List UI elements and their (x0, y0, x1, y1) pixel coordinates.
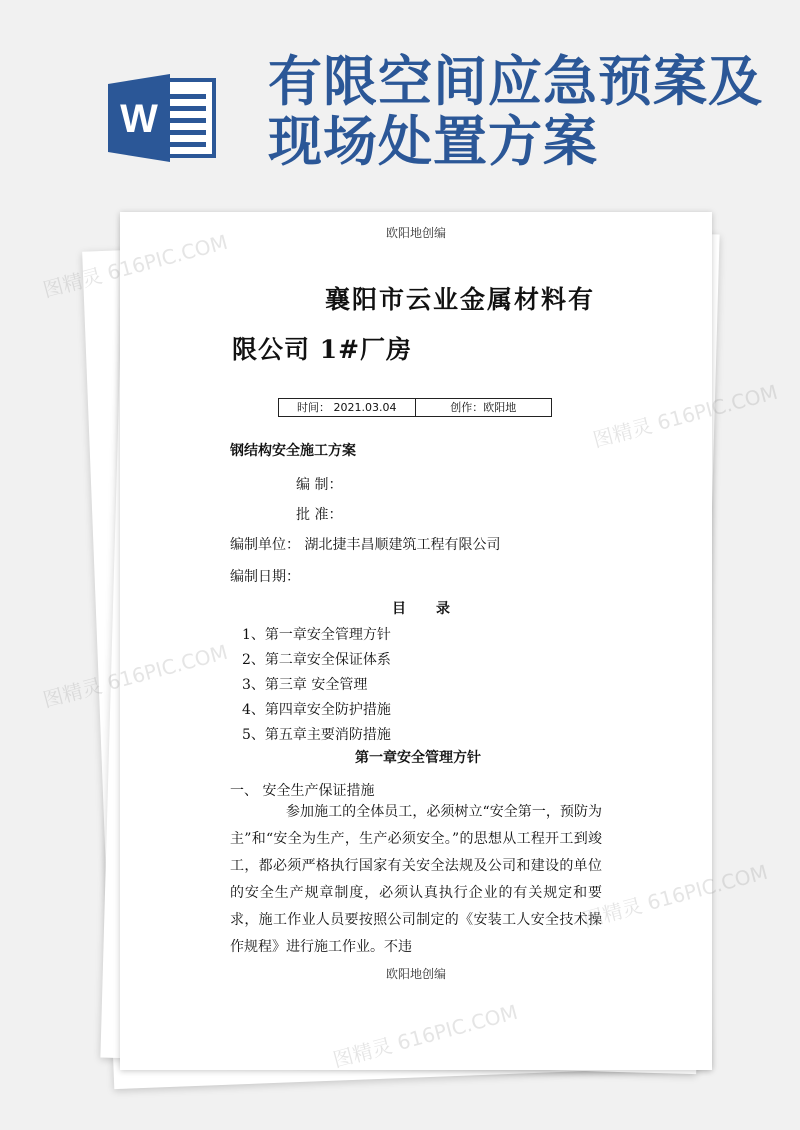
toc-item: 3、第三章 安全管理 (242, 677, 368, 693)
company-name-line2: 限公司 1#厂房 (232, 335, 413, 364)
word-logo-letter: W (120, 97, 158, 141)
page-header-note: 欧阳地创编 (385, 226, 446, 240)
document-page (120, 212, 712, 1070)
section-title: 一、 安全生产保证措施 (230, 783, 375, 799)
watermark-text: 图精灵 616PIC.COM (330, 999, 521, 1073)
body-paragraph: 参加施工的全体员工，必须树立“安全第一，预防为主”和“安全为生产，生产必须安全。”的思想从工程开工到竣工，都必须严格执行国家有关安全法规及公司和建设的单位的安全生产规章制度，必须认真执行企业的有关规定和要求，施工作业人员要按照公司制定的《安装工人安全技术操作规程》进行施工作业。不违 (230, 804, 602, 955)
page-footer-note: 欧阳地创编 (385, 967, 446, 981)
toc-item: 2、第二章安全保证体系 (242, 652, 391, 668)
watermark-text: 图精灵 616PIC.COM (40, 229, 231, 303)
banner-title: 有限空间应急预案及现场处置方案 (268, 50, 763, 173)
word-logo-icon (108, 74, 218, 162)
toc-item: 4、第四章安全防护措施 (242, 702, 391, 718)
unit-field: 编制单位： 湖北捷丰昌顺建筑工程有限公司 (230, 537, 501, 553)
meta-time: 时间： 2021.03.04 (297, 401, 397, 414)
approver-field: 批 准： (296, 507, 343, 523)
compiler-field: 编 制： (296, 477, 343, 493)
meta-table (278, 398, 552, 417)
toc-item: 1、第一章安全管理方针 (242, 627, 391, 643)
plan-title: 钢结构安全施工方案 (230, 443, 356, 459)
toc-list (242, 623, 391, 748)
toc-title: 目录 (392, 601, 480, 617)
date-field: 编制日期： (230, 569, 300, 585)
toc-item: 5、第五章主要消防措施 (242, 727, 391, 743)
meta-author: 创作：欧阳地 (415, 399, 552, 416)
company-name-line1: 襄阳市云业金属材料有 (325, 285, 596, 314)
watermark-text: 图精灵 616PIC.COM (580, 859, 771, 933)
watermark-text: 图精灵 616PIC.COM (590, 379, 781, 453)
watermark-text: 图精灵 616PIC.COM (40, 639, 231, 713)
chapter-title: 第一章安全管理方针 (355, 750, 481, 766)
